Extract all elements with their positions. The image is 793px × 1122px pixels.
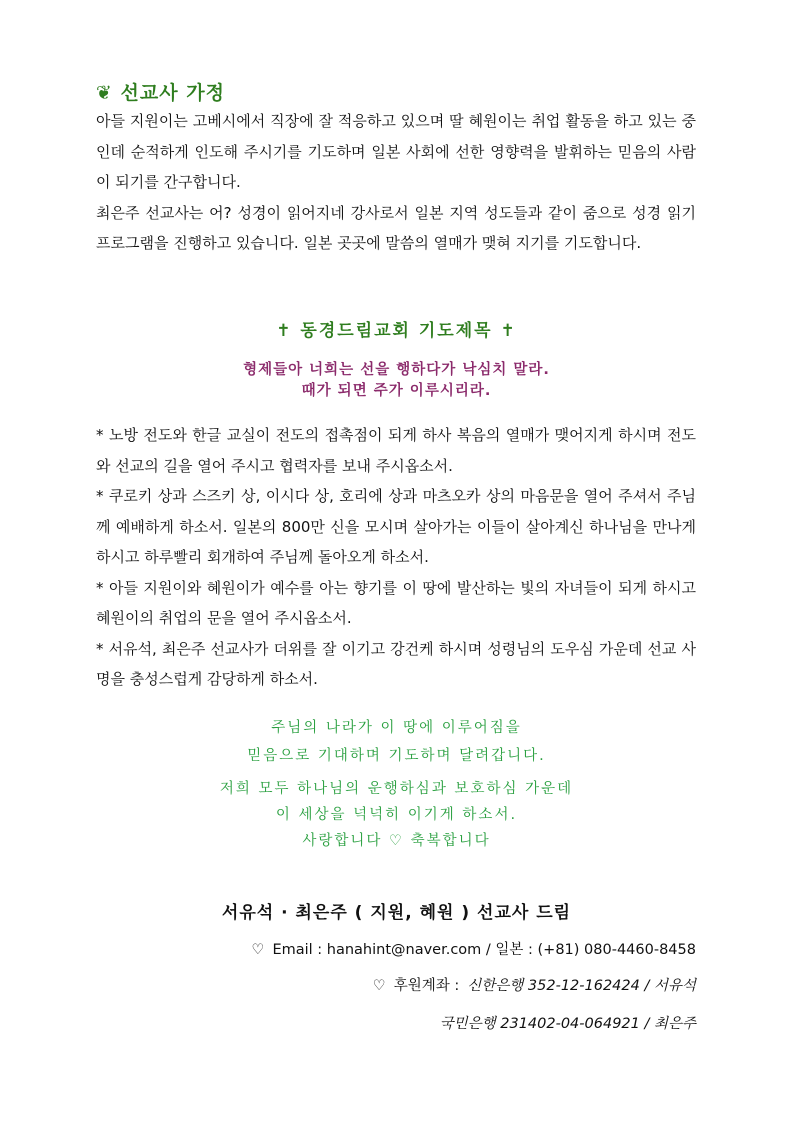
prayer-topics-heading	[0, 316, 793, 341]
prayer-topics-title: 동경드림교회 기도제목	[300, 321, 493, 341]
account-shinhan: 신한은행 352-12-162424 / 서유석	[467, 978, 696, 994]
signature: 서유석 · 최은주 ( 지원, 혜원 ) 선교사 드림	[221, 903, 572, 923]
closing-line: 사랑합니다 ♡ 축복합니다	[302, 833, 491, 849]
verse-line: 때가 되면 주가 이루시리라.	[301, 383, 492, 399]
family-paragraph: 아들 지원이는 고베시에서 직장에 잘 적응하고 있으며 딸 혜원이는 취업 활동을 하고 있는 중인데 순적하게 인도해 주시기를 기도하며 일본 사회에 선한 영향력을 발휘하는 믿음의 사람이 되기를 간구합니다.	[96, 112, 696, 191]
prayer-topics-list	[96, 420, 696, 695]
missionary-family-heading	[96, 78, 225, 105]
prayer-item: * 쿠로키 상과 스즈키 상, 이시다 상, 호리에 상과 마츠오카 상의 마음문을 열어 주셔서 주님께 예배하게 하소서. 일본의 800만 신을 모시며 살아가는 이들이 살아계신 하나님을 만나게 하시고 하루빨리 회개하여 주님께 돌아오게 하소서.	[96, 487, 696, 566]
prayer-item: * 서유석, 최은주 선교사가 더위를 잘 이기고 강건케 하시며 성령님의 도우심 가운데 선교 사명을 충성스럽게 감당하게 하소서.	[96, 639, 696, 688]
heart-icon: ♡	[251, 942, 265, 958]
cross-icon: ✝	[276, 321, 293, 341]
verse-line: 형제들아 너희는 선을 행하다가 낙심치 말라.	[243, 362, 550, 378]
contact-account-1	[373, 974, 696, 995]
contact-email-phone	[251, 938, 696, 959]
prayer-item: * 아들 지원이와 혜원이가 예수를 아는 향기를 이 땅에 발산하는 빛의 자녀들이 되게 하시고 혜원이의 취업의 문을 열어 주시옵소서.	[96, 578, 696, 627]
closing-line: 이 세상을 넉넉히 이기게 하소서.	[275, 807, 518, 823]
heart-icon: ♡	[372, 978, 386, 994]
missionary-family-title: 선교사 가정	[120, 82, 225, 104]
closing-block-a	[0, 714, 793, 770]
closing-line: 저희 모두 하나님의 운행하심과 보호하심 가운데	[219, 781, 574, 797]
cross-icon: ✝	[500, 321, 517, 341]
prayer-item: * 노방 전도와 한글 교실이 전도의 접촉점이 되게 하사 복음의 열매가 맺어지게 하시며 전도와 선교의 길을 열어 주시고 협력자를 보내 주시옵소서.	[96, 426, 696, 475]
bible-verse	[0, 360, 793, 402]
account-label: 후원계좌 :	[393, 978, 460, 994]
email-phone-text: Email : hanahint@naver.com / 일본 : (+81) 080-4460-8458	[272, 942, 696, 958]
account-kookmin: 국민은행 231402-04-064921 / 최은주	[439, 1016, 696, 1032]
closing-line: 주님의 나라가 이 땅에 이루어짐을	[271, 720, 522, 736]
missionary-family-body	[96, 106, 696, 259]
family-paragraph: 최은주 선교사는 어? 성경이 읽어지네 강사로서 일본 지역 성도들과 같이 줌으로 성경 읽기 프로그램을 진행하고 있습니다. 일본 곳곳에 말씀의 열매가 맺혀 지기를 기도합니다.	[96, 203, 696, 252]
flower-icon: ❦	[96, 82, 113, 104]
closing-line: 믿음으로 기대하며 기도하며 달려갑니다.	[247, 748, 546, 764]
closing-block-b	[0, 776, 793, 854]
